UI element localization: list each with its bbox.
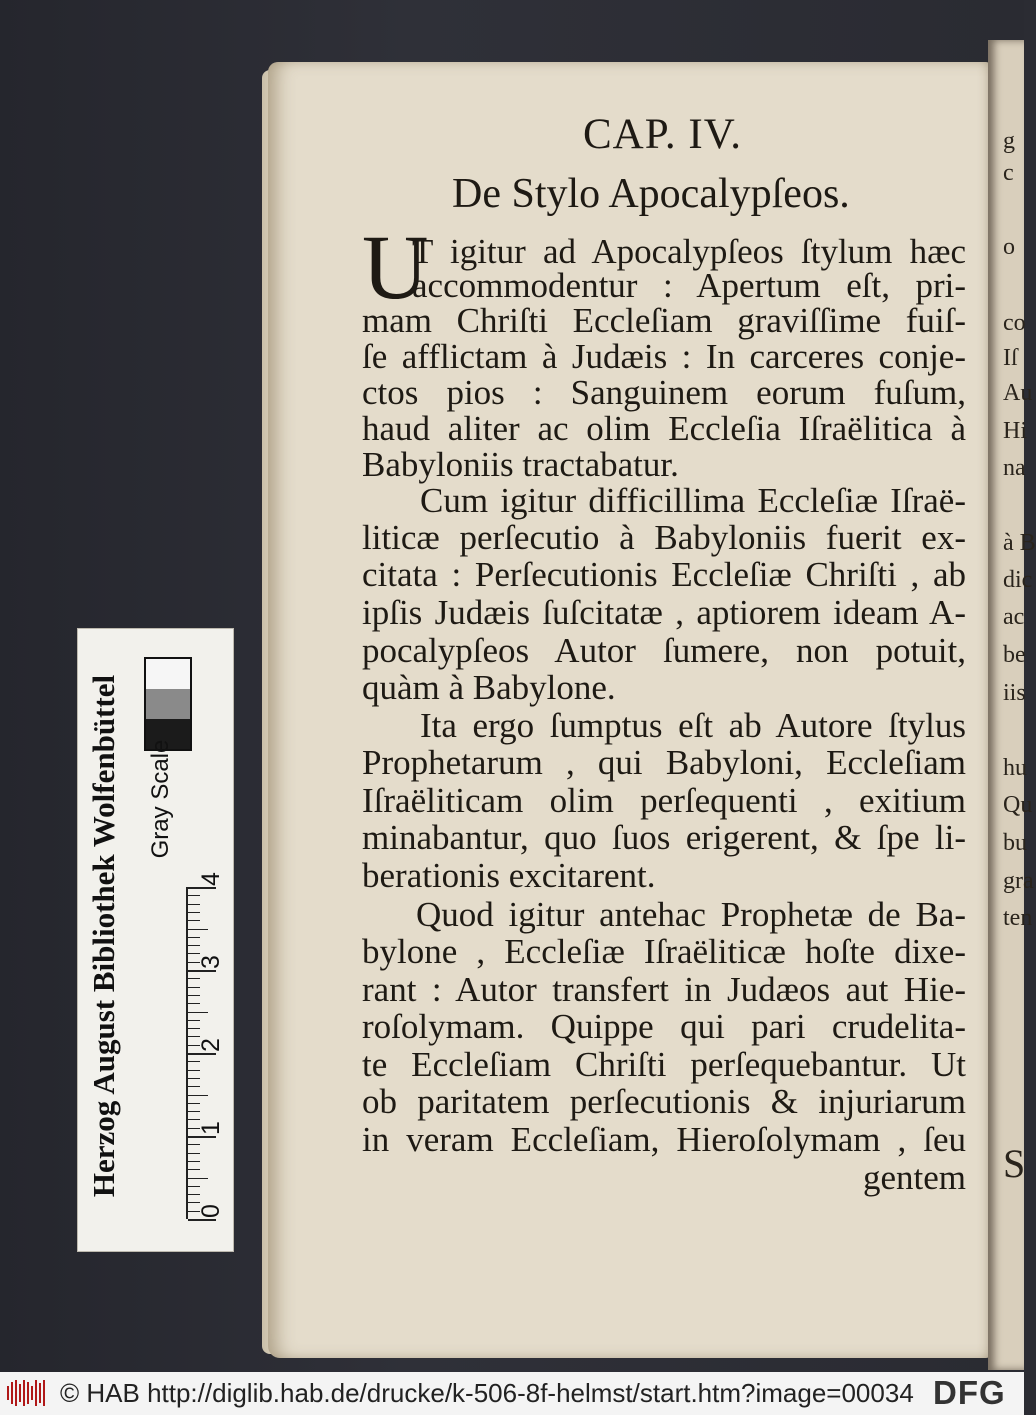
ruler-tick <box>188 995 200 996</box>
next-page-fragment: à B <box>1003 530 1036 556</box>
next-page-fragment: gra <box>1003 868 1034 894</box>
dfg-logo: DFG <box>933 1374 1006 1411</box>
next-page-fragment: co <box>1003 310 1026 336</box>
text-line: accommodentur : Apertum eſt, pri- <box>412 266 966 305</box>
ruler-number-2: 2 <box>197 1038 225 1052</box>
text-line: ſe afflictam à Judæis : In carceres conje- <box>362 337 966 376</box>
next-page-fragment: Hi <box>1003 418 1027 444</box>
ruler-tick <box>188 1003 200 1004</box>
text-line: Babyloniis tractabatur. <box>362 445 679 484</box>
next-page-fragment: be <box>1003 642 1026 668</box>
ruler-tick <box>188 1178 208 1179</box>
ruler-tick <box>188 904 200 905</box>
text-line: citata : Perſecutionis Eccleſiæ Chriſti , ab <box>362 555 966 594</box>
text-line: te Eccleſiam Chriſti perſequebantur. Ut <box>362 1045 966 1084</box>
ruler-tick <box>188 1070 200 1071</box>
text-line: ob paritatem perſecutionis & injuriarum <box>362 1082 966 1121</box>
hab-logo-icon <box>7 1380 47 1406</box>
next-page-fragment: bu <box>1003 830 1027 856</box>
text-line: liticæ perſecutio à Babyloniis fuerit ex- <box>362 518 966 557</box>
next-page-fragment: hu <box>1003 755 1027 781</box>
ruler-tick <box>188 1169 200 1170</box>
next-page-fragment: o <box>1003 234 1015 260</box>
gray-scale-ruler <box>77 628 234 1252</box>
text-line: T igitur ad Apocalypſeos ſtylum hæc <box>412 232 966 271</box>
text-line: Ita ergo ſumptus eſt ab Autore ſtylus <box>420 706 966 745</box>
text-line: Prophetarum , qui Babyloni, Eccleſiam <box>362 743 966 782</box>
ruler-number-3: 3 <box>197 955 225 969</box>
ruler-tick <box>188 1078 200 1079</box>
next-page-fragment: c <box>1003 160 1014 186</box>
next-page-fragment: g <box>1003 128 1015 154</box>
text-line: haud aliter ac olim Eccleſia Iſraëlitica à <box>362 409 966 448</box>
next-page-fragment: iis <box>1003 680 1026 706</box>
next-page-fragment: Au <box>1003 380 1033 406</box>
ruler-tick <box>188 912 200 913</box>
text-line: bylone , Eccleſiæ Iſraëliticæ hoſte dixe- <box>362 932 966 971</box>
ruler-tick <box>188 987 200 988</box>
viewer-footer <box>0 1372 1024 1415</box>
next-page-fragment: S <box>1003 1141 1026 1186</box>
text-line: quàm à Babylone. <box>362 668 616 707</box>
text-line: ctos pios : Sanguinem eorum fuſum, <box>362 373 966 412</box>
swatch-white <box>146 659 190 689</box>
ruler-library-name: Herzog August Bibliothek Wolfenbüttel <box>86 674 121 1198</box>
source-url-text[interactable]: © HAB http://diglib.hab.de/drucke/k-506-8f-helmst/start.htm?image=00034 <box>60 1378 914 1408</box>
ruler-tick <box>188 1012 208 1013</box>
ruler-tick <box>188 1086 200 1087</box>
ruler-tick <box>188 1095 208 1096</box>
ruler-tick <box>188 929 208 930</box>
chapter-title: De Stylo Apocalypſeos. <box>452 171 850 217</box>
next-page-fragment: na <box>1003 455 1026 481</box>
ruler-number-0: 0 <box>197 1204 225 1218</box>
ruler-tick <box>188 1186 200 1187</box>
gray-scale-label: Gray Scale <box>147 739 174 859</box>
chapter-heading: CAP. IV. <box>583 111 742 158</box>
ruler-tick <box>188 1103 200 1104</box>
text-line: Quod igitur antehac Prophetæ de Ba- <box>416 895 966 934</box>
text-line: in veram Eccleſiam, Hieroſolymam , ſeu <box>362 1120 966 1159</box>
text-line: berationis excitarent. <box>362 856 656 895</box>
next-page-fragment: Qu <box>1003 792 1033 818</box>
next-page-fragment: Iſ <box>1003 345 1018 371</box>
drop-cap: U <box>362 216 429 318</box>
text-line: Cum igitur difficillima Eccleſiæ Iſraë- <box>420 481 966 520</box>
text-line: rant : Autor transfert in Judæos aut Hie- <box>362 970 966 1009</box>
text-line: Iſraëliticam olim perſequenti , exitium <box>362 781 966 820</box>
ruler-tick <box>188 1020 200 1021</box>
ruler-tick <box>188 937 200 938</box>
text-line: roſolymam. Quippe qui pari crudelita- <box>362 1007 966 1046</box>
next-page-fragment: ten <box>1003 905 1033 931</box>
text-line: ipſis Judæis ſuſcitatæ , aptiorem ideam A- <box>362 593 966 632</box>
text-line: pocalypſeos Autor ſumere, non potuit, <box>362 631 966 670</box>
next-page-fragment: dic <box>1003 567 1033 593</box>
next-page-fragment: ac <box>1003 604 1025 630</box>
text-line: minabantur, quo ſuos erigerent, & ſpe li- <box>362 818 966 857</box>
text-line: mam Chriſti Eccleſiam graviſſime fuiſ- <box>362 301 966 340</box>
ruler-tick <box>188 1153 200 1154</box>
ruler-tick <box>188 1161 200 1162</box>
catchword: gentem <box>862 1158 966 1197</box>
ruler-tick <box>188 920 200 921</box>
ruler-number-4: 4 <box>197 872 225 886</box>
ruler-number-1: 1 <box>197 1121 225 1135</box>
swatch-gray <box>146 689 190 719</box>
